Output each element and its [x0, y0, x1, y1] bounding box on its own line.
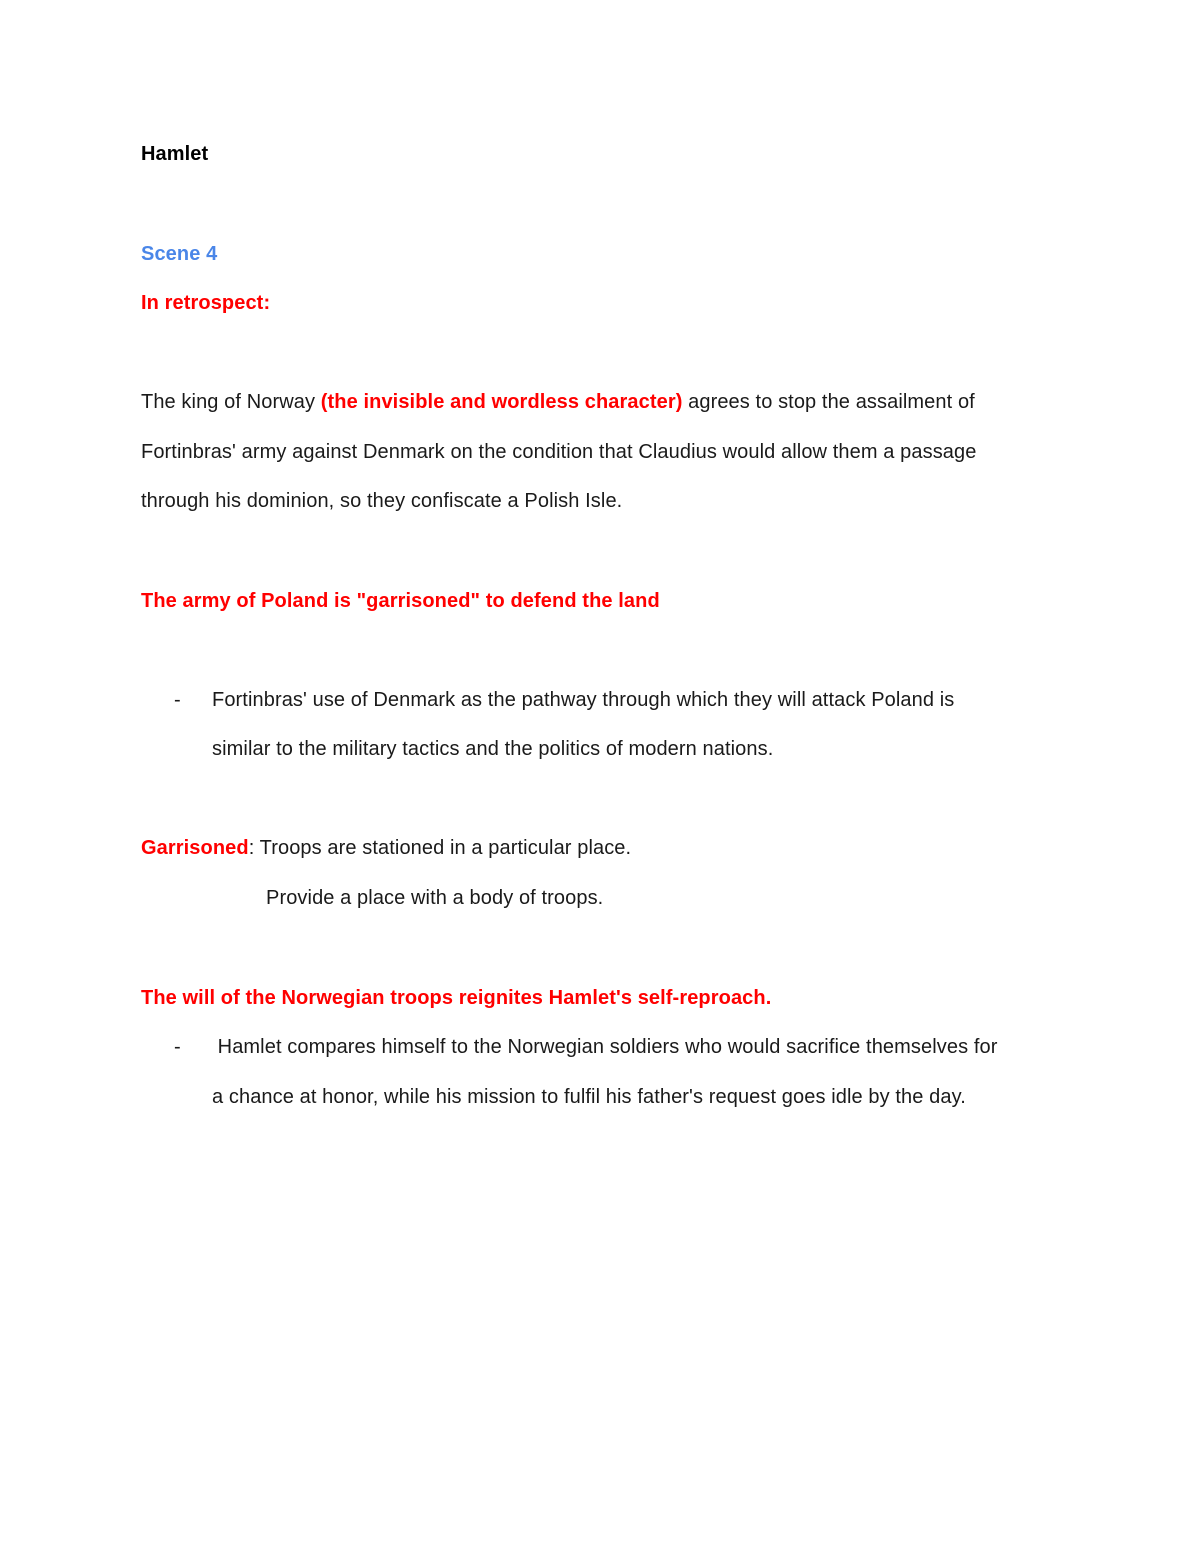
definition-text: : Troops are stationed in a particular place. [248, 837, 632, 859]
bullet-line-1: Hamlet compares himself to the Norwegian soldiers who would sacrifice themselves for [212, 1036, 998, 1058]
scene-heading: Scene 4 [141, 243, 218, 265]
definition-term: Garrisoned [141, 837, 249, 859]
section-heading-norwegian: The will of the Norwegian troops reignites Hamlet's self-reproach. [141, 987, 772, 1009]
retrospect-heading: In retrospect: [141, 292, 271, 314]
paragraph-line-1 [141, 390, 975, 414]
bullet-line-2: a chance at honor, while his mission to fulfil his father's request goes idle by the day. [212, 1086, 966, 1108]
definition-line-1 [141, 836, 631, 860]
bullet-dash: - [174, 689, 181, 711]
paragraph-text: The king of Norway [141, 391, 321, 413]
definition-line-2: Provide a place with a body of troops. [266, 887, 604, 909]
bullet-dash: - [174, 1036, 181, 1058]
highlight-text: (the invisible and wordless character) [320, 391, 683, 413]
bullet-line-1: Fortinbras' use of Denmark as the pathway through which they will attack Poland is [212, 689, 955, 711]
paragraph-text: agrees to stop the assailment of [682, 391, 975, 413]
paragraph-line-2: Fortinbras' army against Denmark on the condition that Claudius would allow them a passage [141, 441, 977, 463]
document-title: Hamlet [141, 143, 209, 165]
paragraph-line-3: through his dominion, so they confiscate a Polish Isle. [141, 490, 623, 512]
section-heading-army: The army of Poland is "garrisoned" to defend the land [141, 590, 660, 612]
bullet-line-2: similar to the military tactics and the politics of modern nations. [212, 738, 774, 760]
